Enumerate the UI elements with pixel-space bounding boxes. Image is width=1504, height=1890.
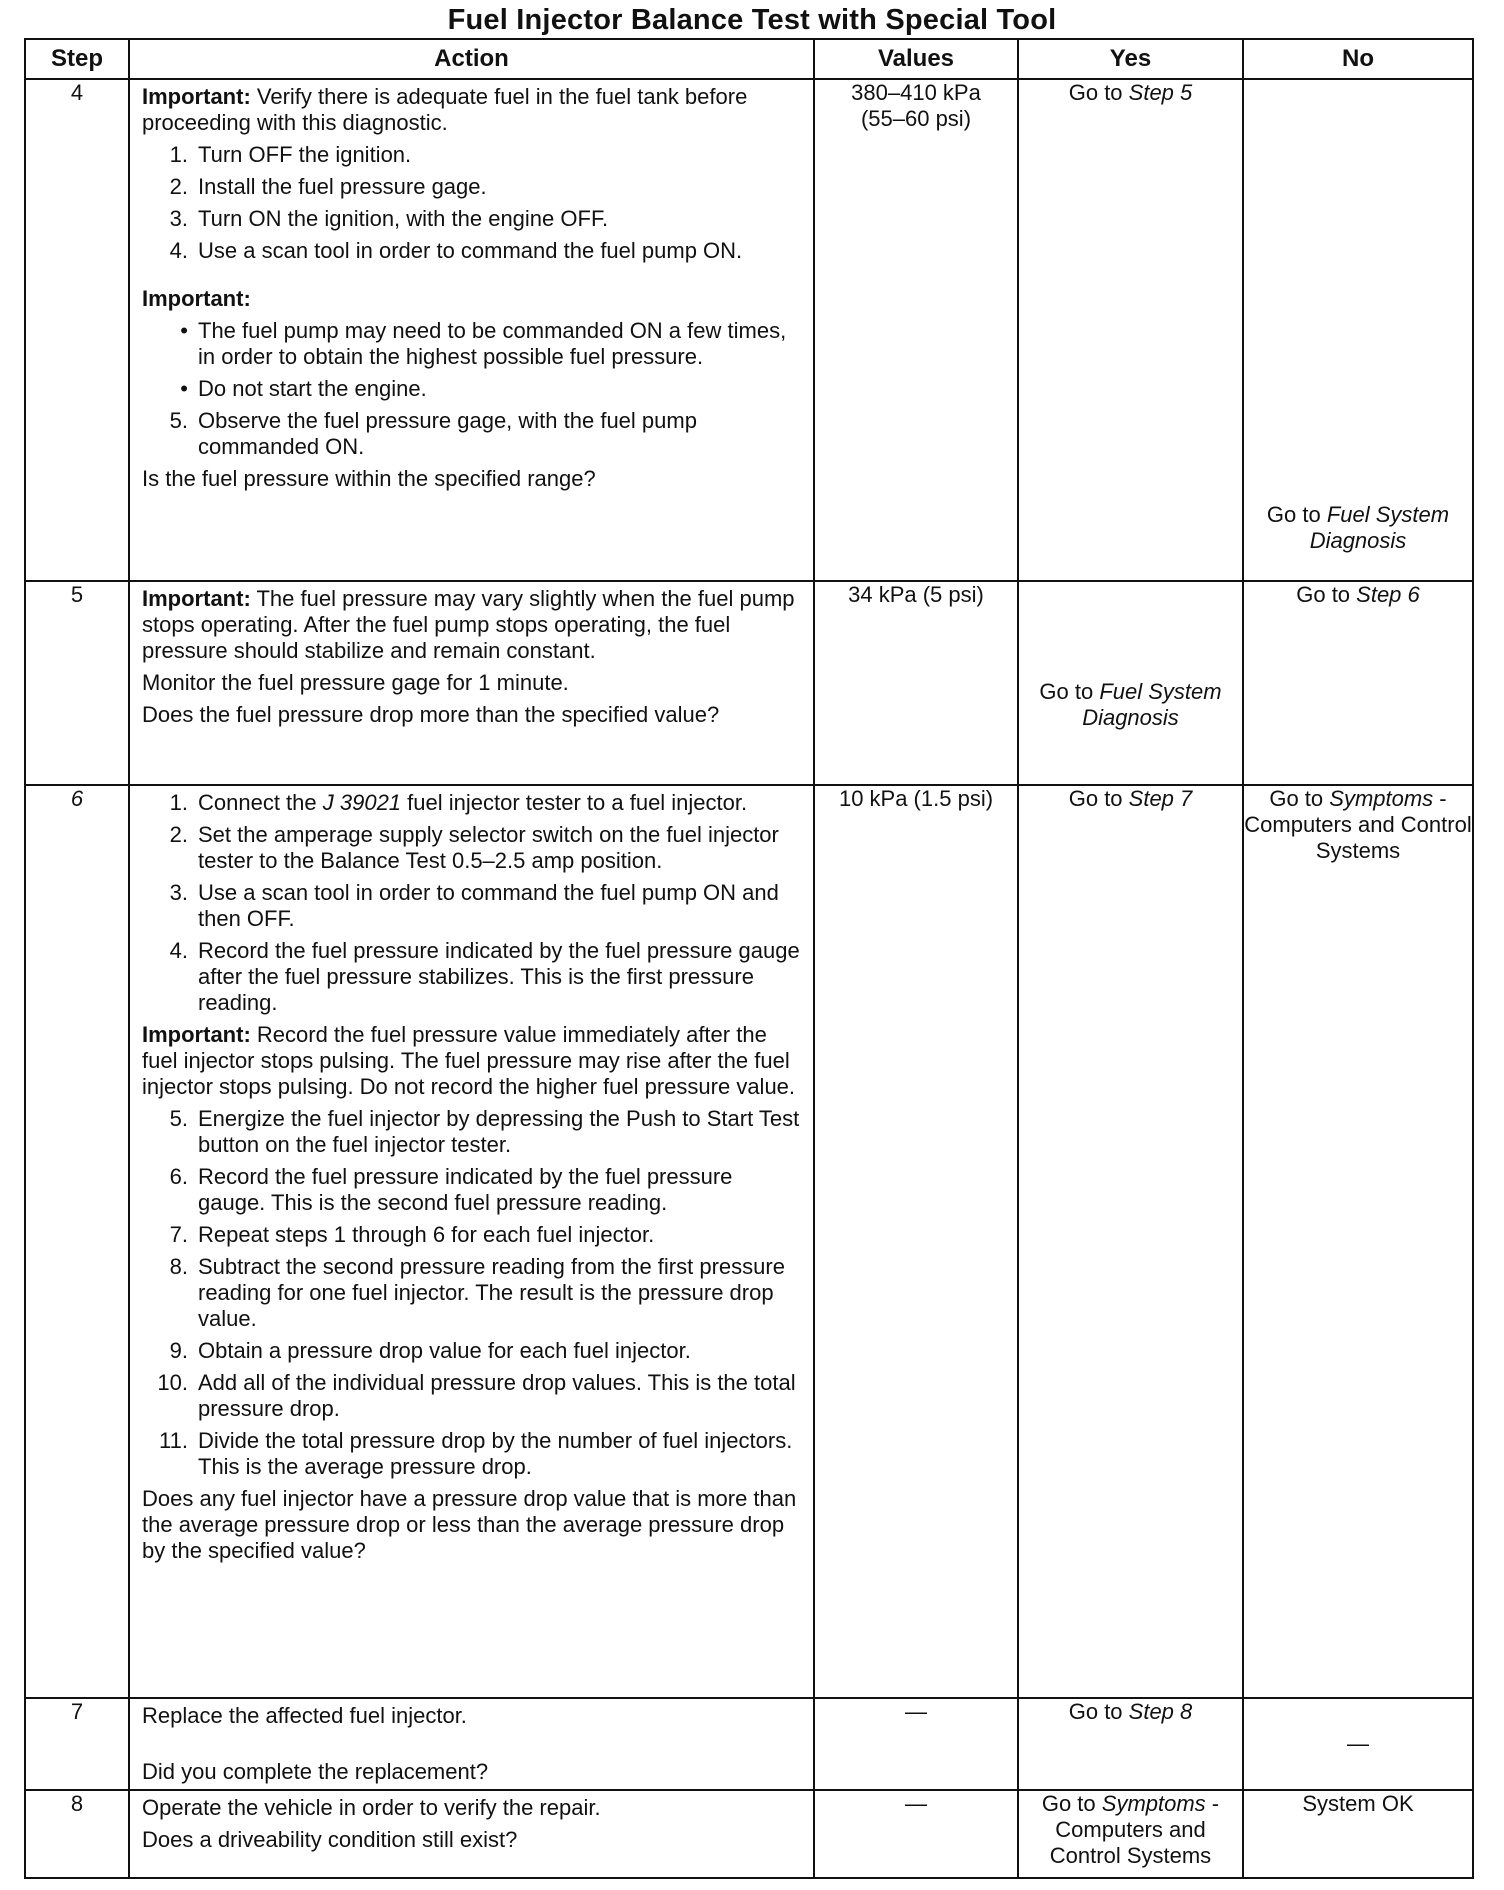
value-line: (55–60 psi)	[860, 106, 972, 131]
no-link[interactable]: Step 6	[1356, 582, 1420, 607]
table-row-step-8	[25, 1790, 1473, 1878]
list-item: 8. Subtract the second pressure reading from the first pressure reading for one fuel injector. The result is the pressure drop value.	[169, 1254, 785, 1331]
header-values: Values	[814, 39, 1018, 79]
list-item: 5. Energize the fuel injector by depressing the Push to Start Test button on the fuel injector tester.	[169, 1106, 800, 1157]
list-item: • The fuel pump may need to be commanded ON a few times, in order to obtain the highest possible fuel pressure.	[142, 318, 803, 370]
document-title: Fuel Injector Balance Test with Special Tool	[447, 4, 1057, 36]
header-step: Step	[25, 39, 129, 79]
important-note: Important: Record the fuel pressure value immediately after the fuel injector stops pulsing. The fuel pressure may rise after the fuel injector stops pulsing. Do not record the higher fuel pressure value.	[142, 1022, 796, 1099]
instruction: Replace the affected fuel injector.	[142, 1703, 467, 1728]
header-no: No	[1243, 39, 1473, 79]
important-note	[142, 84, 803, 136]
header-action: Action	[129, 39, 814, 79]
values-cell	[814, 79, 1018, 581]
step-number: 4	[25, 79, 129, 581]
yes-link[interactable]: Step 7	[1128, 786, 1193, 811]
list-item: 11. Divide the total pressure drop by the number of fuel injectors. This is the average pressure drop.	[159, 1428, 793, 1479]
bullet-icon: •	[180, 376, 188, 401]
list-item: 7. Repeat steps 1 through 6 for each fuel injector.	[169, 1222, 655, 1247]
no-cell: Go to Fuel System Diagnosis	[1243, 79, 1473, 581]
list-item: 1. Connect the J 39021 fuel injector tester to a fuel injector.	[169, 790, 748, 815]
step-number: 8	[25, 1790, 129, 1878]
no-cell: —	[1243, 1698, 1473, 1790]
procedure-list	[142, 142, 803, 264]
table-header-row	[25, 39, 1473, 79]
procedure-list	[142, 408, 803, 460]
yes-link[interactable]: Fuel System Diagnosis	[1082, 679, 1222, 730]
table-row-step-7	[25, 1698, 1473, 1790]
yes-link[interactable]: Symptoms	[1101, 1791, 1206, 1816]
bullet-list	[142, 318, 803, 402]
yes-link[interactable]: Step 8	[1128, 1699, 1193, 1724]
list-item: 10. Add all of the individual pressure drop values. This is the total pressure drop.	[157, 1370, 796, 1421]
important-label: Important:	[142, 84, 251, 109]
list-item: 1. Turn OFF the ignition.	[169, 142, 412, 167]
values-cell: —	[814, 1698, 1018, 1790]
tool-name: J 39021	[322, 790, 402, 815]
action-cell	[129, 1698, 814, 1790]
list-item: 3. Use a scan tool in order to command the fuel pump ON and then OFF.	[169, 880, 779, 931]
yes-cell: Go to Symptoms - Computers and Control Systems	[1018, 1790, 1243, 1878]
yes-cell: Go to Step 8	[1018, 1698, 1243, 1790]
no-link[interactable]: Fuel System Diagnosis	[1309, 502, 1450, 553]
question: Does the fuel pressure drop more than the specified value?	[142, 702, 720, 727]
yes-link[interactable]: Step 5	[1128, 80, 1193, 105]
action-cell	[129, 79, 814, 581]
list-item: 2. Set the amperage supply selector switch on the fuel injector tester to the Balance Test 0.5–2.5 amp position.	[169, 822, 779, 873]
important-text: Verify there is adequate fuel in the fuel tank before proceeding with this diagnostic.	[142, 84, 748, 135]
bullet-icon: •	[180, 318, 188, 343]
values-cell: 10 kPa (1.5 psi)	[814, 785, 1018, 1698]
question: Does a driveability condition still exist?	[142, 1827, 518, 1852]
step-number: 6	[25, 785, 129, 1698]
no-cell: Go to Step 6	[1243, 581, 1473, 785]
list-item: 2. Install the fuel pressure gage.	[169, 174, 487, 199]
question: Is the fuel pressure within the specified range?	[142, 466, 596, 491]
question: Did you complete the replacement?	[142, 1759, 489, 1784]
action-cell	[129, 785, 814, 1698]
no-link[interactable]: Symptoms	[1329, 786, 1434, 811]
instruction: Monitor the fuel pressure gage for 1 minute.	[142, 670, 569, 695]
diagnostic-table	[24, 38, 1474, 1879]
list-item: 4. Record the fuel pressure indicated by the fuel pressure gauge after the fuel pressure stabilizes. This is the first pressure reading.	[169, 938, 800, 1015]
step-number: 5	[25, 581, 129, 785]
step-number: 7	[25, 1698, 129, 1790]
no-cell: System OK	[1243, 1790, 1473, 1878]
values-cell: 34 kPa (5 psi)	[814, 581, 1018, 785]
list-item: 6. Record the fuel pressure indicated by the fuel pressure gauge. This is the second fuel pressure reading.	[169, 1164, 733, 1215]
important-label: Important:	[142, 286, 251, 311]
list-item: 9. Obtain a pressure drop value for each fuel injector.	[169, 1338, 691, 1363]
procedure-list	[142, 790, 803, 1016]
header-yes: Yes	[1018, 39, 1243, 79]
table-row-step-6	[25, 785, 1473, 1698]
yes-cell: Go to Step 7	[1018, 785, 1243, 1698]
action-cell	[129, 581, 814, 785]
no-cell: Go to Symptoms - Computers and Control Systems	[1243, 785, 1473, 1698]
value-line: 380–410 kPa	[851, 80, 981, 105]
important-note: Important: The fuel pressure may vary slightly when the fuel pump stops operating. After the fuel pump stops operating, the fuel pressure should stabilize and remain constant.	[142, 586, 795, 663]
question: Does any fuel injector have a pressure drop value that is more than the average pressure drop or less than the average pressure drop by the specified value?	[142, 1486, 797, 1563]
instruction: Operate the vehicle in order to verify the repair.	[142, 1795, 601, 1820]
list-item: 3. Turn ON the ignition, with the engine OFF.	[169, 206, 609, 231]
procedure-list	[142, 1106, 803, 1480]
yes-cell: Go to Fuel System Diagnosis	[1018, 581, 1243, 785]
list-item: • Do not start the engine.	[142, 376, 803, 402]
yes-cell: Go to Step 5	[1018, 79, 1243, 581]
values-cell: —	[814, 1790, 1018, 1878]
list-item: 5. Observe the fuel pressure gage, with the fuel pump commanded ON.	[169, 408, 697, 459]
action-cell	[129, 1790, 814, 1878]
table-row-step-4	[25, 79, 1473, 581]
table-row-step-5	[25, 581, 1473, 785]
list-item: 4. Use a scan tool in order to command the fuel pump ON.	[169, 238, 743, 263]
